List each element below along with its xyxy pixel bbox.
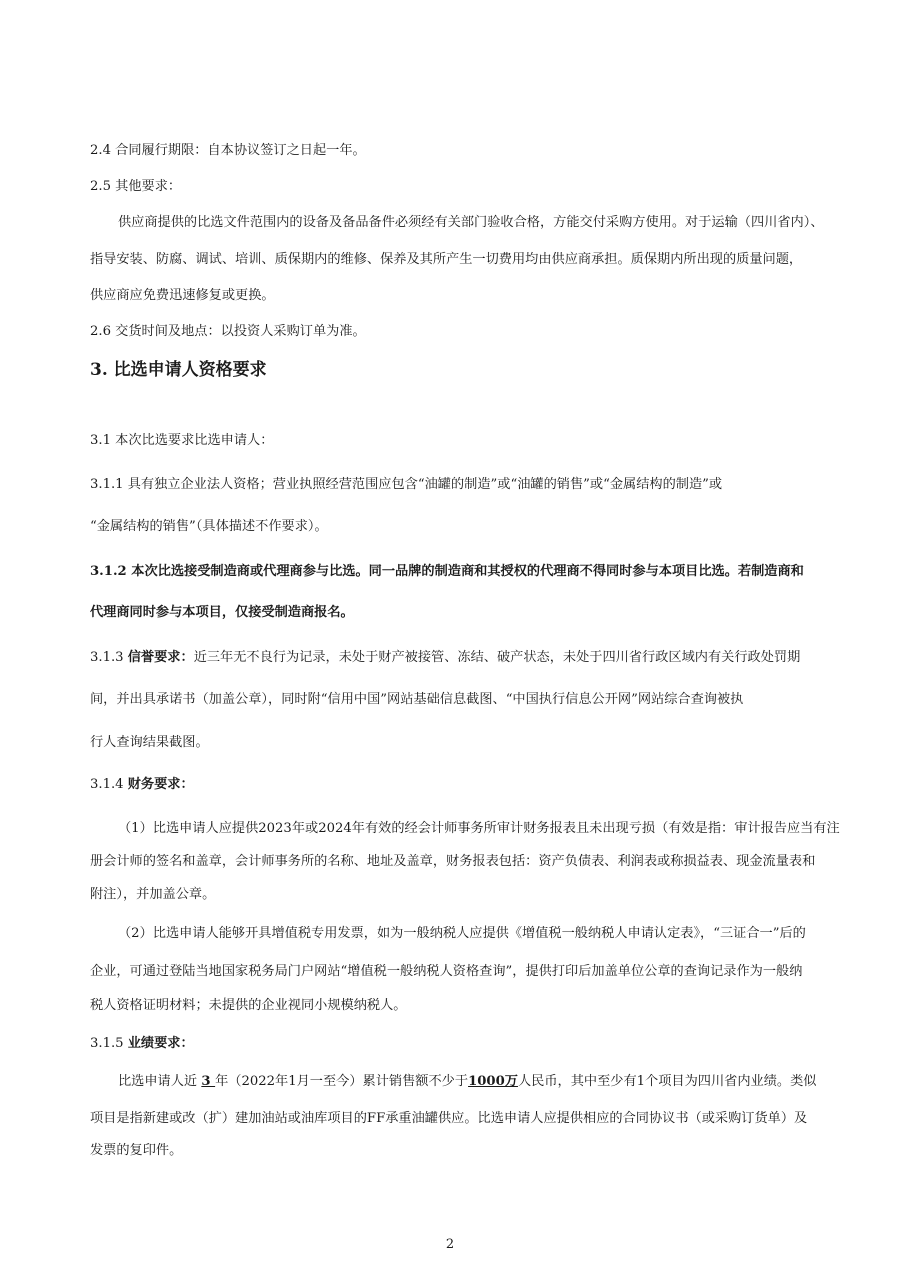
clause-3-1-4-2-a: （2）比选申请人能够开具增值税专用发票，如为一般纳税人应提供《增值税一般纳税人申请认定表》，“三证合一”后的 xyxy=(118,926,806,941)
clause-3-1-3-b: 间，并出具承诺书（加盖公章），同时附“信用中国”网站基础信息截图、“中国执行信息公开网”网站综合查询被执 xyxy=(90,692,744,707)
clause-number: 3.1.4 xyxy=(90,777,128,792)
clause-3-1-5-text-3: 发票的复印件。 xyxy=(90,1143,183,1158)
clause-2-4: 2.4 合同履行期限：自本协议签订之日起一年。 xyxy=(90,143,366,158)
clause-2-6: 2.6 交货时间及地点：以投资人采购订单为准。 xyxy=(90,324,366,339)
clause-3-1-5-text-1 xyxy=(118,1073,816,1091)
text-segment: 年（2022年1月一至今）累计销售额不少于 xyxy=(215,1074,469,1089)
clause-3-1-4-1-c: 附注），并加盖公章。 xyxy=(90,887,216,902)
clause-3-1-5-text-2: 项目是指新建或改（扩）建加油站或油库项目的FF承重油罐供应。比选申请人应提供相应的合同协议书（或采购订货单）及 xyxy=(90,1111,808,1126)
clause-3-1-5-heading xyxy=(90,1035,194,1053)
years-value: 3 xyxy=(201,1074,216,1089)
clause-3-1-2-b: 代理商同时参与本项目，仅接受制造商报名。 xyxy=(90,605,354,620)
clause-number: 3.1.5 xyxy=(90,1036,128,1051)
clause-text: 近三年无不良行为记录，未处于财产被接管、冻结、破产状态，未处于四川省行政区域内有关行政处罚期 xyxy=(193,650,801,665)
clause-3-1-1-a: 3.1.1 具有独立企业法人资格；营业执照经营范围应包含“油罐的制造”或“油罐的销售”或“金属结构的制造”或 xyxy=(90,477,723,492)
clause-3-1-1-b: “金属结构的销售”（具体描述不作要求）。 xyxy=(90,519,328,534)
clause-3-1-4-heading xyxy=(90,776,194,794)
clause-3-1-4-1-b: 册会计师的签名和盖章，会计师事务所的名称、地址及盖章，财务报表包括：资产负债表、利润表或称损益表、现金流量表和 xyxy=(90,854,816,869)
clause-3-1-3-c: 行人查询结果截图。 xyxy=(90,735,209,750)
clause-3-1: 3.1 本次比选要求比选申请人： xyxy=(90,433,274,448)
clause-2-5-text-2: 指导安装、防腐、调试、培训、质保期内的维修、保养及其所产生一切费用均由供应商承担。质保期内所出现的质量问题， xyxy=(90,252,803,267)
clause-2-5-text-1: 供应商提供的比选文件范围内的设备及备品备件必须经有关部门验收合格，方能交付采购方使用。对于运输（四川省内）、 xyxy=(118,215,824,230)
clause-number: 3.1.3 xyxy=(90,650,128,665)
clause-2-5-heading: 2.5 其他要求： xyxy=(90,179,182,194)
clause-3-1-3-a xyxy=(90,649,800,667)
text-segment: 比选申请人近 xyxy=(118,1074,202,1089)
clause-2-5-text-3: 供应商应免费迅速修复或更换。 xyxy=(90,288,275,303)
section-3-heading: 3. 比选申请人资格要求 xyxy=(90,360,267,380)
page-number: 2 xyxy=(445,1237,455,1252)
clause-label: 财务要求： xyxy=(127,777,194,792)
clause-3-1-4-2-c: 税人资格证明材料；未提供的企业视同小规模纳税人。 xyxy=(90,998,407,1013)
clause-label: 信誉要求： xyxy=(127,650,194,665)
sales-amount: 1000万 xyxy=(468,1074,518,1089)
clause-label: 业绩要求： xyxy=(127,1036,194,1051)
clause-3-1-2-a: 3.1.2 本次比选接受制造商或代理商参与比选。同一品牌的制造商和其授权的代理商不得同时参与本项目比选。若制造商和 xyxy=(90,564,804,579)
clause-3-1-4-1-a: （1）比选申请人应提供2023年或2024年有效的经会计师事务所审计财务报表且未出现亏损（有效是指：审计报告应当有注 xyxy=(118,821,840,836)
faint-stamp-mark xyxy=(382,164,492,174)
clause-3-1-4-2-b: 企业，可通过登陆当地国家税务局门户网站“增值税一般纳税人资格查询”，提供打印后加盖单位公章的查询记录作为一般纳 xyxy=(90,964,803,979)
text-segment: 人民币，其中至少有1个项目为四川省内业绩。类似 xyxy=(517,1074,817,1089)
